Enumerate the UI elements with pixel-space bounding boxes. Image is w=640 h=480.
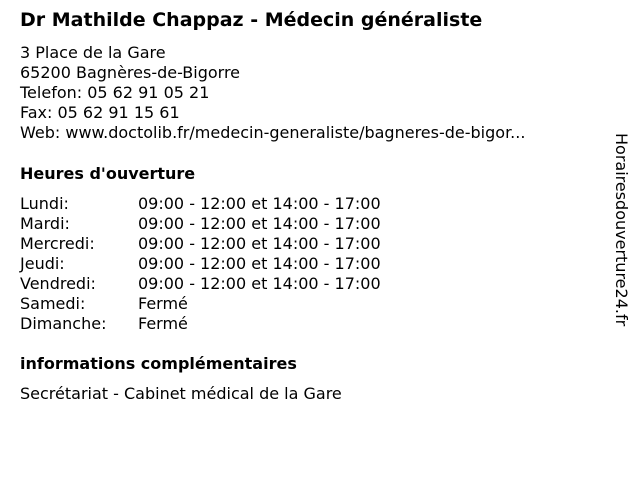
fax-number: Fax: 05 62 91 15 61	[20, 103, 180, 122]
street-address: 3 Place de la Gare	[20, 43, 166, 62]
time-value: Fermé	[138, 314, 188, 333]
opening-hours-heading: Heures d'ouverture	[20, 164, 196, 183]
day-label: Vendredi:	[20, 274, 96, 293]
time-value: 09:00 - 12:00 et 14:00 - 17:00	[138, 234, 381, 253]
website-label: Web:	[20, 123, 66, 142]
day-label: Mercredi:	[20, 234, 95, 253]
day-label: Dimanche:	[20, 314, 107, 333]
day-label: Jeudi:	[20, 254, 65, 273]
phone-number: Telefon: 05 62 91 05 21	[20, 83, 210, 102]
time-value: 09:00 - 12:00 et 14:00 - 17:00	[138, 254, 381, 273]
time-value: 09:00 - 12:00 et 14:00 - 17:00	[138, 214, 381, 233]
additional-info-text: Secrétariat - Cabinet médical de la Gare	[20, 384, 342, 403]
time-value: 09:00 - 12:00 et 14:00 - 17:00	[138, 274, 381, 293]
page-title: Dr Mathilde Chappaz - Médecin généraliste	[20, 9, 483, 31]
contact-block	[20, 43, 525, 143]
website-link[interactable]: www.doctolib.fr/medecin-generaliste/bagneres-de-bigor...	[65, 123, 526, 142]
website-line	[20, 123, 525, 143]
additional-info-heading: informations complémentaires	[20, 354, 297, 373]
time-value: Fermé	[138, 294, 188, 313]
time-value: 09:00 - 12:00 et 14:00 - 17:00	[138, 194, 381, 213]
site-watermark: Horairesdouverture24.fr	[612, 133, 631, 327]
postal-city: 65200 Bagnères-de-Bigorre	[20, 63, 241, 82]
day-label: Lundi:	[20, 194, 69, 213]
day-label: Mardi:	[20, 214, 70, 233]
day-label: Samedi:	[20, 294, 86, 313]
